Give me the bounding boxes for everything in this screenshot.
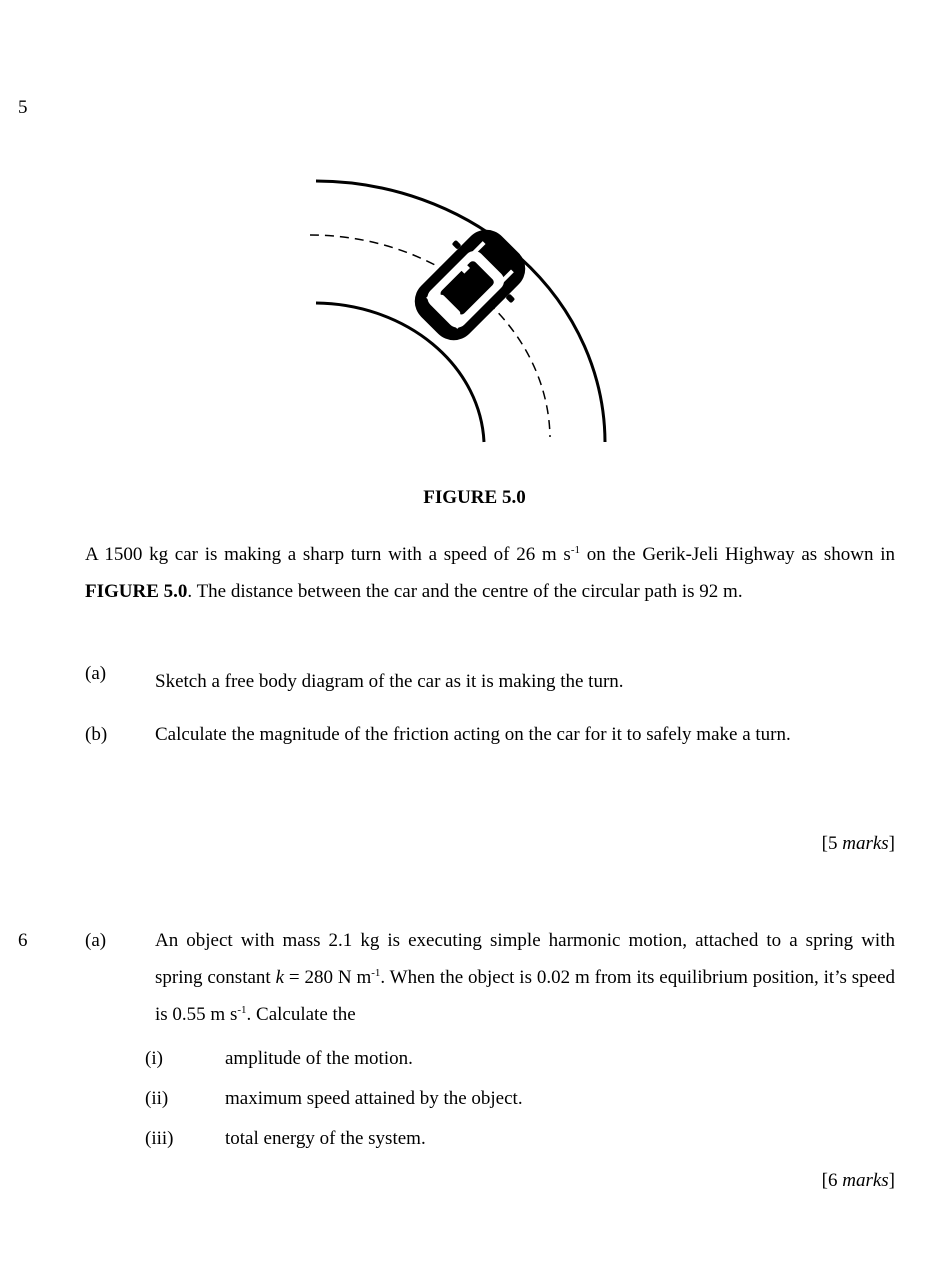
question5-marks: [5 marks] xyxy=(821,833,895,854)
figure-reference: FIGURE 5.0 xyxy=(85,581,188,602)
question6-part-a-text: An object with mass 2.1 kg is executing simple harmonic motion, attached to a spring with spring constant k = 280 N $m^{-1}$. When the object is 0.02 m from its equilibrium position, it’s speed is 0.55 m $s^{-1}$. Calculate the xyxy=(155,930,896,1025)
car-on-curved-road-illustration xyxy=(300,165,620,450)
part-text: Calculate the magnitude of the friction acting on the car for it to safely make a turn. xyxy=(155,724,791,745)
figure-car-turning xyxy=(300,165,620,450)
subpart-i-text: amplitude of the motion. xyxy=(225,1048,413,1069)
subpart-ii-label: (ii) xyxy=(145,1088,169,1109)
figure-caption: FIGURE 5.0 xyxy=(423,487,526,508)
subpart-i-label: (i) xyxy=(145,1048,163,1069)
subpart-ii-text: maximum speed attained by the object. xyxy=(225,1088,523,1109)
variable-k: k xyxy=(275,967,285,988)
subpart-iii-label: (iii) xyxy=(145,1128,174,1149)
question-number-6: 6 xyxy=(18,930,28,951)
part-text: Sketch a free body diagram of the car as it is making the turn. xyxy=(155,671,624,692)
question5-intro: A 1500 kg car is making a sharp turn with a speed of 26 m $s^{-1}$ on the Gerik-Jeli Highway as shown in FIGURE 5.0. The distance between the car and the centre of the circular path is 92 m. xyxy=(85,544,895,602)
question-number-5: 5 xyxy=(18,97,28,118)
part-label: (a) xyxy=(85,663,107,684)
part-label: (b) xyxy=(85,724,108,745)
subpart-iii-text: total energy of the system. xyxy=(225,1128,426,1149)
question6-part-a-label: (a) xyxy=(85,930,107,951)
question6-marks: [6 marks] xyxy=(821,1170,895,1191)
